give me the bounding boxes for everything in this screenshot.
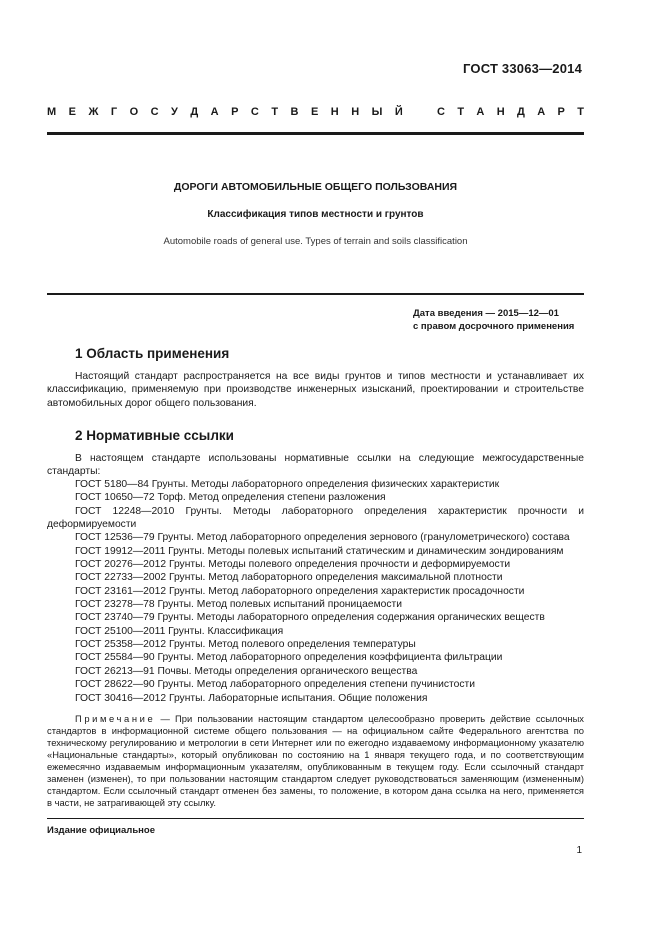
introduction-date xyxy=(413,307,574,333)
reference-item: ГОСТ 12536—79 Грунты. Метод лабораторного определения зернового (гранулометрического) состава xyxy=(75,532,570,544)
reference-item: ГОСТ 28622—90 Грунты. Метод лабораторного определения степени пучинистости xyxy=(75,679,475,691)
banner-letter: Т xyxy=(577,106,584,118)
early-application-line: с правом досрочного применения xyxy=(413,321,575,332)
banner-letter: Н xyxy=(496,106,505,118)
reference-item: ГОСТ 19912—2011 Грунты. Методы полевых испытаний статическим и динамическим зондированиям xyxy=(75,545,564,557)
banner-letter: О xyxy=(129,106,139,118)
note-paragraph xyxy=(47,713,584,809)
banner-letter: Р xyxy=(557,106,565,118)
banner-letter: Т xyxy=(271,106,279,118)
banner-letter: В xyxy=(290,106,299,118)
banner-letter: Т xyxy=(457,106,465,118)
document-number: ГОСТ 33063—2014 xyxy=(463,61,582,76)
reference-item: ГОСТ 25100—2011 Грунты. Классификация xyxy=(75,625,284,637)
reference-item: ГОСТ 30416—2012 Грунты. Лабораторные испытания. Общие положения xyxy=(75,692,428,704)
document-title: ДОРОГИ АВТОМОБИЛЬНЫЕ ОБЩЕГО ПОЛЬЗОВАНИЯ xyxy=(173,181,458,193)
banner-letter: А xyxy=(210,106,219,118)
banner-letter: С xyxy=(150,106,159,118)
reference-item: ГОСТ 26213—91 Почвы. Методы определения органического вещества xyxy=(75,665,418,677)
reference-item: ГОСТ 23161—2012 Грунты. Метод лабораторного определения характеристик просадочности xyxy=(75,585,525,597)
standard-banner xyxy=(47,106,584,118)
banner-letter: С xyxy=(250,106,259,118)
banner-word-standard xyxy=(437,106,584,118)
reference-item: ГОСТ 5180—84 Грунты. Методы лабораторного определения физических характеристик xyxy=(75,479,500,490)
banner-letter: Н xyxy=(351,106,360,118)
scope-paragraph: Настоящий стандарт распространяется на все виды грунтов и типов местности и устанавливает их классификацию, применяемую при производстве инженерных изысканий, проектировании и строительстве автомобильных дорог общего пользования. xyxy=(47,371,584,409)
banner-letter: У xyxy=(171,106,178,118)
reference-item: ГОСТ 23278—78 Грунты. Метод полевых испытаний проницаемости xyxy=(75,599,403,611)
reference-item: ГОСТ 20276—2012 Грунты. Методы полевого определения прочности и деформируемости xyxy=(75,559,511,571)
title-rule xyxy=(47,293,584,295)
reference-item: ГОСТ 22733—2002 Грунты. Метод лабораторного определения максимальной плотности xyxy=(75,572,503,584)
banner-word-interstate xyxy=(47,106,403,118)
reference-item: ГОСТ 12248—2010 Грунты. Методы лабораторного определения характеристик прочности и деформируемости xyxy=(47,505,584,531)
references-intro: В настоящем стандарте использованы нормативные ссылки на следующие межгосударственные стандарты: xyxy=(47,453,584,478)
document-subtitle: Классификация типов местности и грунтов xyxy=(207,209,424,220)
banner-letter: Й xyxy=(394,106,403,118)
banner-letter: Е xyxy=(310,106,319,118)
banner-letter: Д xyxy=(190,106,199,118)
note-label: Примечание xyxy=(75,713,156,724)
banner-letter: Ж xyxy=(88,106,99,118)
references-list xyxy=(47,478,584,705)
footer-rule xyxy=(47,818,584,819)
introduction-date-line: Дата введения — 2015—12—01 xyxy=(413,308,559,319)
reference-item: ГОСТ 25584—90 Грунты. Метод лабораторного определения коэффициента фильтрации xyxy=(75,652,503,664)
section-heading-scope: 1 Область применения xyxy=(75,346,230,361)
banner-letter: Е xyxy=(68,106,76,118)
document-title-english: Automobile roads of general use. Types of terrain and soils classification xyxy=(163,236,468,247)
section-heading-references: 2 Нормативные ссылки xyxy=(75,428,234,443)
official-edition-label: Издание официальное xyxy=(47,825,155,836)
banner-letter: Р xyxy=(231,106,239,118)
header-rule xyxy=(47,132,584,135)
banner-letter: С xyxy=(437,106,445,118)
banner-letter: Н xyxy=(330,106,339,118)
page-number: 1 xyxy=(576,845,582,856)
banner-letter: Г xyxy=(110,106,118,118)
reference-item: ГОСТ 25358—2012 Грунты. Метод полевого определения температуры xyxy=(75,639,416,651)
note-text: — При пользовании настоящим стандартом целесообразно проверить действие ссылочных стандартов в информационной системе общего пользования — на официальном сайте Федерального агентства по техническому регулированию и метрологии в сети Интернет или по ежегодно издаваемому информационному указателю «Национальные стандарты», который опубликован по состоянию на 1 января текущего года, и по соответствующим ежемесячно издаваемым информационным указателям, опубликованным в текущем году. Если ссылочный стандарт заменен (изменен), то при пользовании настоящим стандартом следует руководствоваться заменяющим (измененным) стандартом. Если ссылочный стандарт отменен без замены, то положение, в котором дана ссылка на него, применяется в части, не затрагивающей эту ссылку. xyxy=(47,713,584,808)
reference-item: ГОСТ 23740—79 Грунты. Методы лабораторного определения содержания органических веществ xyxy=(75,612,545,624)
banner-letter: А xyxy=(537,106,546,118)
banner-letter: М xyxy=(47,106,57,118)
banner-letter: А xyxy=(476,106,485,118)
banner-letter: Ы xyxy=(371,106,383,118)
reference-item: ГОСТ 10650—72 Торф. Метод определения степени разложения xyxy=(75,492,386,504)
banner-letter: Д xyxy=(517,106,525,118)
